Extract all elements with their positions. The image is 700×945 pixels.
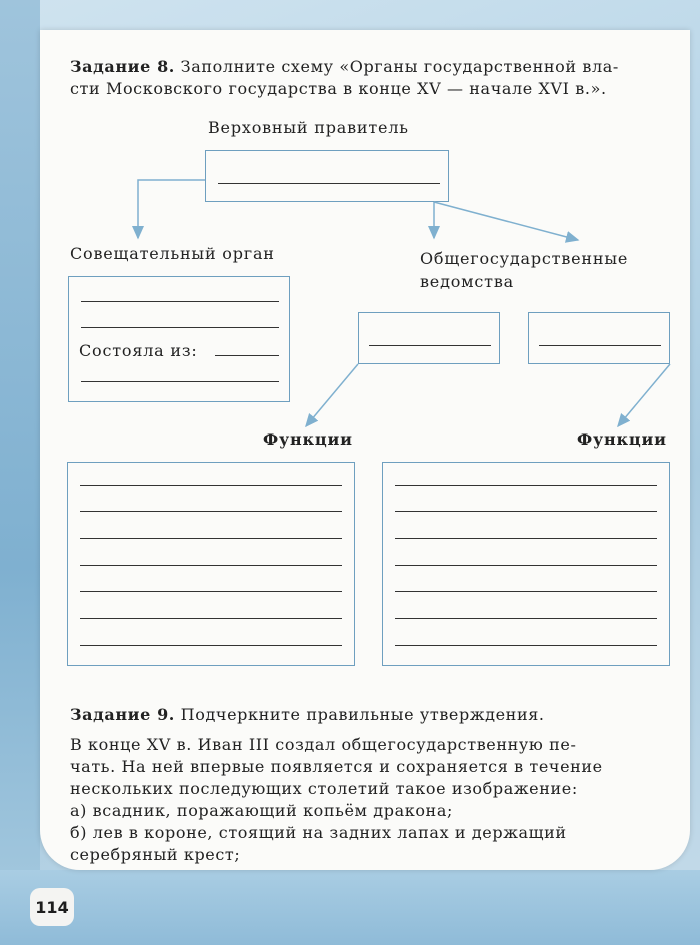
task9-option-b-continued[interactable]: серебряный крест; (70, 845, 241, 864)
functions-right-line[interactable] (395, 645, 657, 646)
task9-option-b[interactable]: б) лев в короне, стоящий на задних лапах и держащий (70, 823, 567, 842)
departments-label-line2: ведомства (420, 272, 514, 291)
task8-text-line2: сти Московского государства в конце XV — начале XVI в.». (70, 79, 607, 98)
functions-left-line[interactable] (80, 538, 342, 539)
department-answer-line-right[interactable] (539, 345, 661, 346)
task9-instruction: Подчеркните правильные утверждения. (180, 705, 545, 724)
functions-right-line[interactable] (395, 485, 657, 486)
functions-left-line[interactable] (80, 645, 342, 646)
ruler-box (205, 150, 449, 202)
functions-left-line[interactable] (80, 565, 342, 566)
task9-heading: Задание 9. (70, 705, 175, 724)
functions-label-left: Функции (263, 430, 353, 449)
consisted-of-answer-line[interactable] (215, 355, 279, 356)
page-number: 114 (30, 888, 74, 926)
council-answer-line-3[interactable] (81, 381, 279, 382)
functions-label-right: Функции (577, 430, 667, 449)
task9-line: нескольких последующих столетий такое изображение: (70, 779, 578, 798)
task9-line: В конце XV в. Иван III создал общегосударственную пе- (70, 735, 577, 754)
functions-box-right (382, 462, 670, 666)
functions-right-line[interactable] (395, 591, 657, 592)
ruler-label: Верховный правитель (208, 118, 409, 137)
council-box (68, 276, 290, 402)
functions-right-line[interactable] (395, 511, 657, 512)
functions-box-left (67, 462, 355, 666)
functions-right-line[interactable] (395, 618, 657, 619)
task8-text-line1: Заполните схему «Органы государственной вла- (180, 57, 619, 76)
functions-right-line[interactable] (395, 565, 657, 566)
council-answer-line-2[interactable] (81, 327, 279, 328)
task9-option-a[interactable]: а) всадник, поражающий копьём дракона; (70, 801, 453, 820)
council-answer-line-1[interactable] (81, 301, 279, 302)
functions-left-line[interactable] (80, 618, 342, 619)
department-box-right (528, 312, 670, 364)
task9-header (70, 704, 545, 726)
functions-right-line[interactable] (395, 538, 657, 539)
task9-line: чать. На ней впервые появляется и сохраняется в течение (70, 757, 603, 776)
council-label: Совещательный орган (70, 244, 275, 263)
departments-label-line1: Общегосударственные (420, 249, 629, 268)
page-bottom-decoration (0, 870, 700, 945)
functions-left-line[interactable] (80, 511, 342, 512)
ruler-answer-line[interactable] (218, 183, 440, 184)
consisted-of-label: Состояла из: (79, 341, 198, 360)
department-box-left (358, 312, 500, 364)
task8-header-line1 (70, 56, 619, 78)
page-margin-decoration (0, 0, 40, 945)
functions-left-line[interactable] (80, 485, 342, 486)
functions-left-line[interactable] (80, 591, 342, 592)
department-answer-line-left[interactable] (369, 345, 491, 346)
task8-heading: Задание 8. (70, 57, 175, 76)
